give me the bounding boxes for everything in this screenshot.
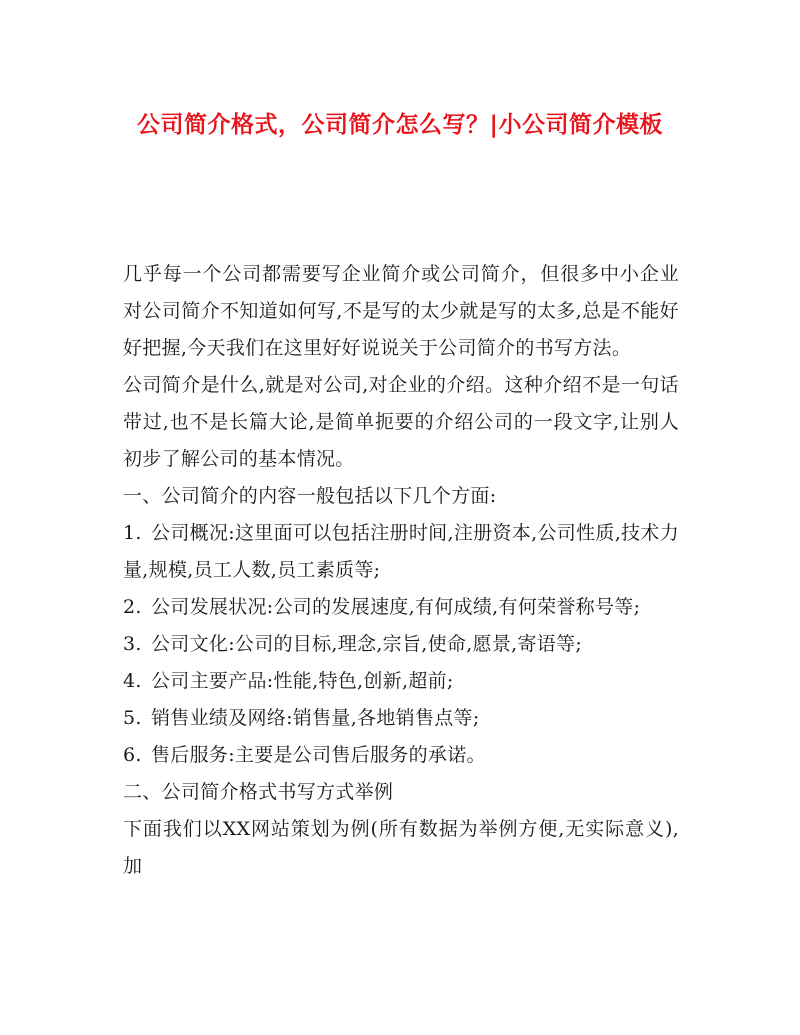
list-text: 公司发展状况:公司的发展速度,有何成绩,有何荣誉称号等;: [151, 596, 641, 618]
list-item: [123, 515, 679, 589]
list-number: 3.: [123, 633, 142, 655]
list-text: 销售业绩及网络:销售量,各地销售点等;: [151, 707, 480, 729]
definition-paragraph: 公司简介是什么,就是对公司,对企业的介绍。这种介绍不是一句话带过,也不是长篇大论,是简单扼要的介绍公司的一段文字,让别人初步了解公司的基本情况。: [123, 374, 679, 470]
list-text: 公司文化:公司的目标,理念,宗旨,使命,愿景,寄语等;: [151, 633, 583, 655]
document-title: 公司简介格式，公司简介怎么写？|小公司简介模板: [137, 112, 663, 138]
list-item: [123, 589, 679, 626]
section-one-heading: 一、公司简介的内容一般包括以下几个方面:: [123, 485, 497, 507]
list-item: [123, 626, 679, 663]
list-number: 2.: [123, 596, 142, 618]
list-text: 公司概况:这里面可以包括注册时间,注册资本,公司性质,技术力量,规模,员工人数,员工素质等;: [123, 522, 679, 581]
list-number: 1.: [123, 522, 142, 544]
section-two-heading: 二、公司简介格式书写方式举例: [123, 781, 394, 803]
list-number: 4.: [123, 670, 142, 692]
list-number: 6.: [123, 744, 142, 766]
document-body: [123, 256, 679, 885]
list-item: [123, 663, 679, 700]
list-item: [123, 737, 679, 774]
example-paragraph: 下面我们以XX网站策划为例(所有数据为举例方便,无实际意义),加: [123, 818, 679, 877]
list-text: 公司主要产品:性能,特色,创新,超前;: [151, 670, 454, 692]
list-number: 5.: [123, 707, 142, 729]
list-text: 售后服务:主要是公司售后服务的承诺。: [151, 744, 486, 766]
list-item: [123, 700, 679, 737]
intro-paragraph: 几乎每一个公司都需要写企业简介或公司简介，但很多中小企业对公司简介不知道如何写,不是写的太少就是写的太多,总是不能好好把握,今天我们在这里好好说说关于公司简介的书写方法。: [123, 263, 679, 359]
